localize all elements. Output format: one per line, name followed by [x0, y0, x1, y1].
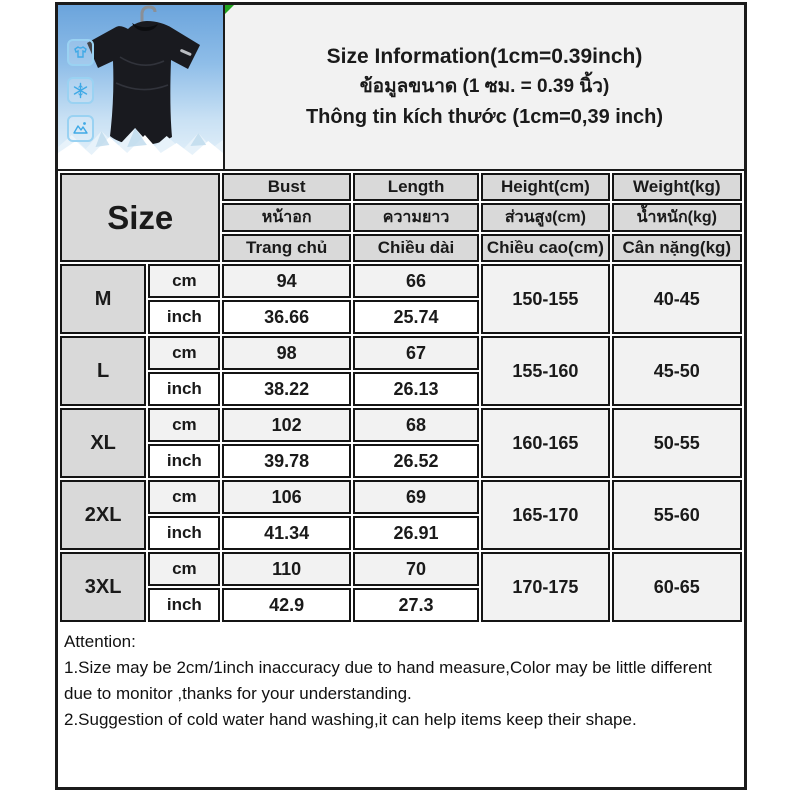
unit-cm: cm: [148, 480, 220, 514]
snowflake-icon: [67, 77, 94, 104]
table-row: [60, 264, 742, 298]
size-header: Size: [60, 173, 220, 262]
col-height-vi: Chiều cao(cm): [481, 234, 609, 262]
size-2xl: 2XL: [60, 480, 146, 550]
bust-inch: 42.9: [222, 588, 350, 622]
col-bust-en: Bust: [222, 173, 350, 201]
size-table: [58, 171, 744, 624]
bust-cm: 94: [222, 264, 350, 298]
bust-inch: 39.78: [222, 444, 350, 478]
col-length-vi: Chiều dài: [353, 234, 479, 262]
weight-range: 40-45: [612, 264, 742, 334]
length-inch: 26.52: [353, 444, 479, 478]
mountain-snow-icon: [67, 115, 94, 142]
unit-inch: inch: [148, 516, 220, 550]
size-xl: XL: [60, 408, 146, 478]
length-inch: 26.91: [353, 516, 479, 550]
attention-heading: Attention:: [64, 632, 136, 651]
length-cm: 69: [353, 480, 479, 514]
product-photo: [58, 5, 225, 169]
col-length-en: Length: [353, 173, 479, 201]
feature-icons: [67, 39, 94, 142]
height-range: 155-160: [481, 336, 609, 406]
hanger-hook-icon: [142, 7, 155, 23]
unit-cm: cm: [148, 408, 220, 442]
unit-inch: inch: [148, 300, 220, 334]
length-inch: 27.3: [353, 588, 479, 622]
title-english: Size Information(1cm=0.39inch): [326, 45, 643, 68]
attention-line-2: 2.Suggestion of cold water hand washing,it can help items keep their shape.: [64, 710, 637, 729]
table-row: [60, 336, 742, 370]
size-l: L: [60, 336, 146, 406]
col-bust-vi: Trang chủ: [222, 234, 350, 262]
bust-cm: 110: [222, 552, 350, 586]
weight-range: 60-65: [612, 552, 742, 622]
weight-range: 50-55: [612, 408, 742, 478]
length-inch: 26.13: [353, 372, 479, 406]
size-m: M: [60, 264, 146, 334]
bust-inch: 38.22: [222, 372, 350, 406]
col-height-th: ส่วนสูง(cm): [481, 203, 609, 232]
title-block: [225, 5, 744, 169]
col-bust-th: หน้าอก: [222, 203, 350, 232]
length-cm: 68: [353, 408, 479, 442]
unit-inch: inch: [148, 372, 220, 406]
green-corner-marker-icon: [225, 5, 234, 14]
bust-inch: 36.66: [222, 300, 350, 334]
bust-cm: 102: [222, 408, 350, 442]
bust-cm: 98: [222, 336, 350, 370]
height-range: 170-175: [481, 552, 609, 622]
length-cm: 70: [353, 552, 479, 586]
unit-inch: inch: [148, 588, 220, 622]
top-section: [58, 5, 744, 171]
height-range: 160-165: [481, 408, 609, 478]
unit-cm: cm: [148, 336, 220, 370]
title-thai: ข้อมูลขนาด (1 ซม. = 0.39 นิ้ว): [359, 76, 610, 97]
length-cm: 67: [353, 336, 479, 370]
table-row: [60, 480, 742, 514]
table-row: [60, 552, 742, 586]
title-vietnamese: Thông tin kích thước (1cm=0,39 inch): [305, 106, 664, 128]
unit-cm: cm: [148, 264, 220, 298]
col-length-th: ความยาว: [353, 203, 479, 232]
col-weight-en: Weight(kg): [612, 173, 742, 201]
weight-range: 45-50: [612, 336, 742, 406]
weight-range: 55-60: [612, 480, 742, 550]
attention-notes: [58, 624, 744, 733]
attention-line-1: 1.Size may be 2cm/1inch inaccuracy due to hand measure,Color may be little different due to monitor ,thanks for your understanding.: [64, 658, 712, 703]
col-weight-vi: Cân nặng(kg): [612, 234, 742, 262]
unit-cm: cm: [148, 552, 220, 586]
length-cm: 66: [353, 264, 479, 298]
table-row: [60, 408, 742, 442]
bust-inch: 41.34: [222, 516, 350, 550]
bust-cm: 106: [222, 480, 350, 514]
col-height-en: Height(cm): [481, 173, 609, 201]
size-3xl: 3XL: [60, 552, 146, 622]
unit-inch: inch: [148, 444, 220, 478]
size-chart-sheet: [55, 2, 747, 790]
col-weight-th: น้ำหนัก(kg): [612, 203, 742, 232]
height-range: 150-155: [481, 264, 609, 334]
shirt-breathable-icon: [67, 39, 94, 66]
length-inch: 25.74: [353, 300, 479, 334]
height-range: 165-170: [481, 480, 609, 550]
